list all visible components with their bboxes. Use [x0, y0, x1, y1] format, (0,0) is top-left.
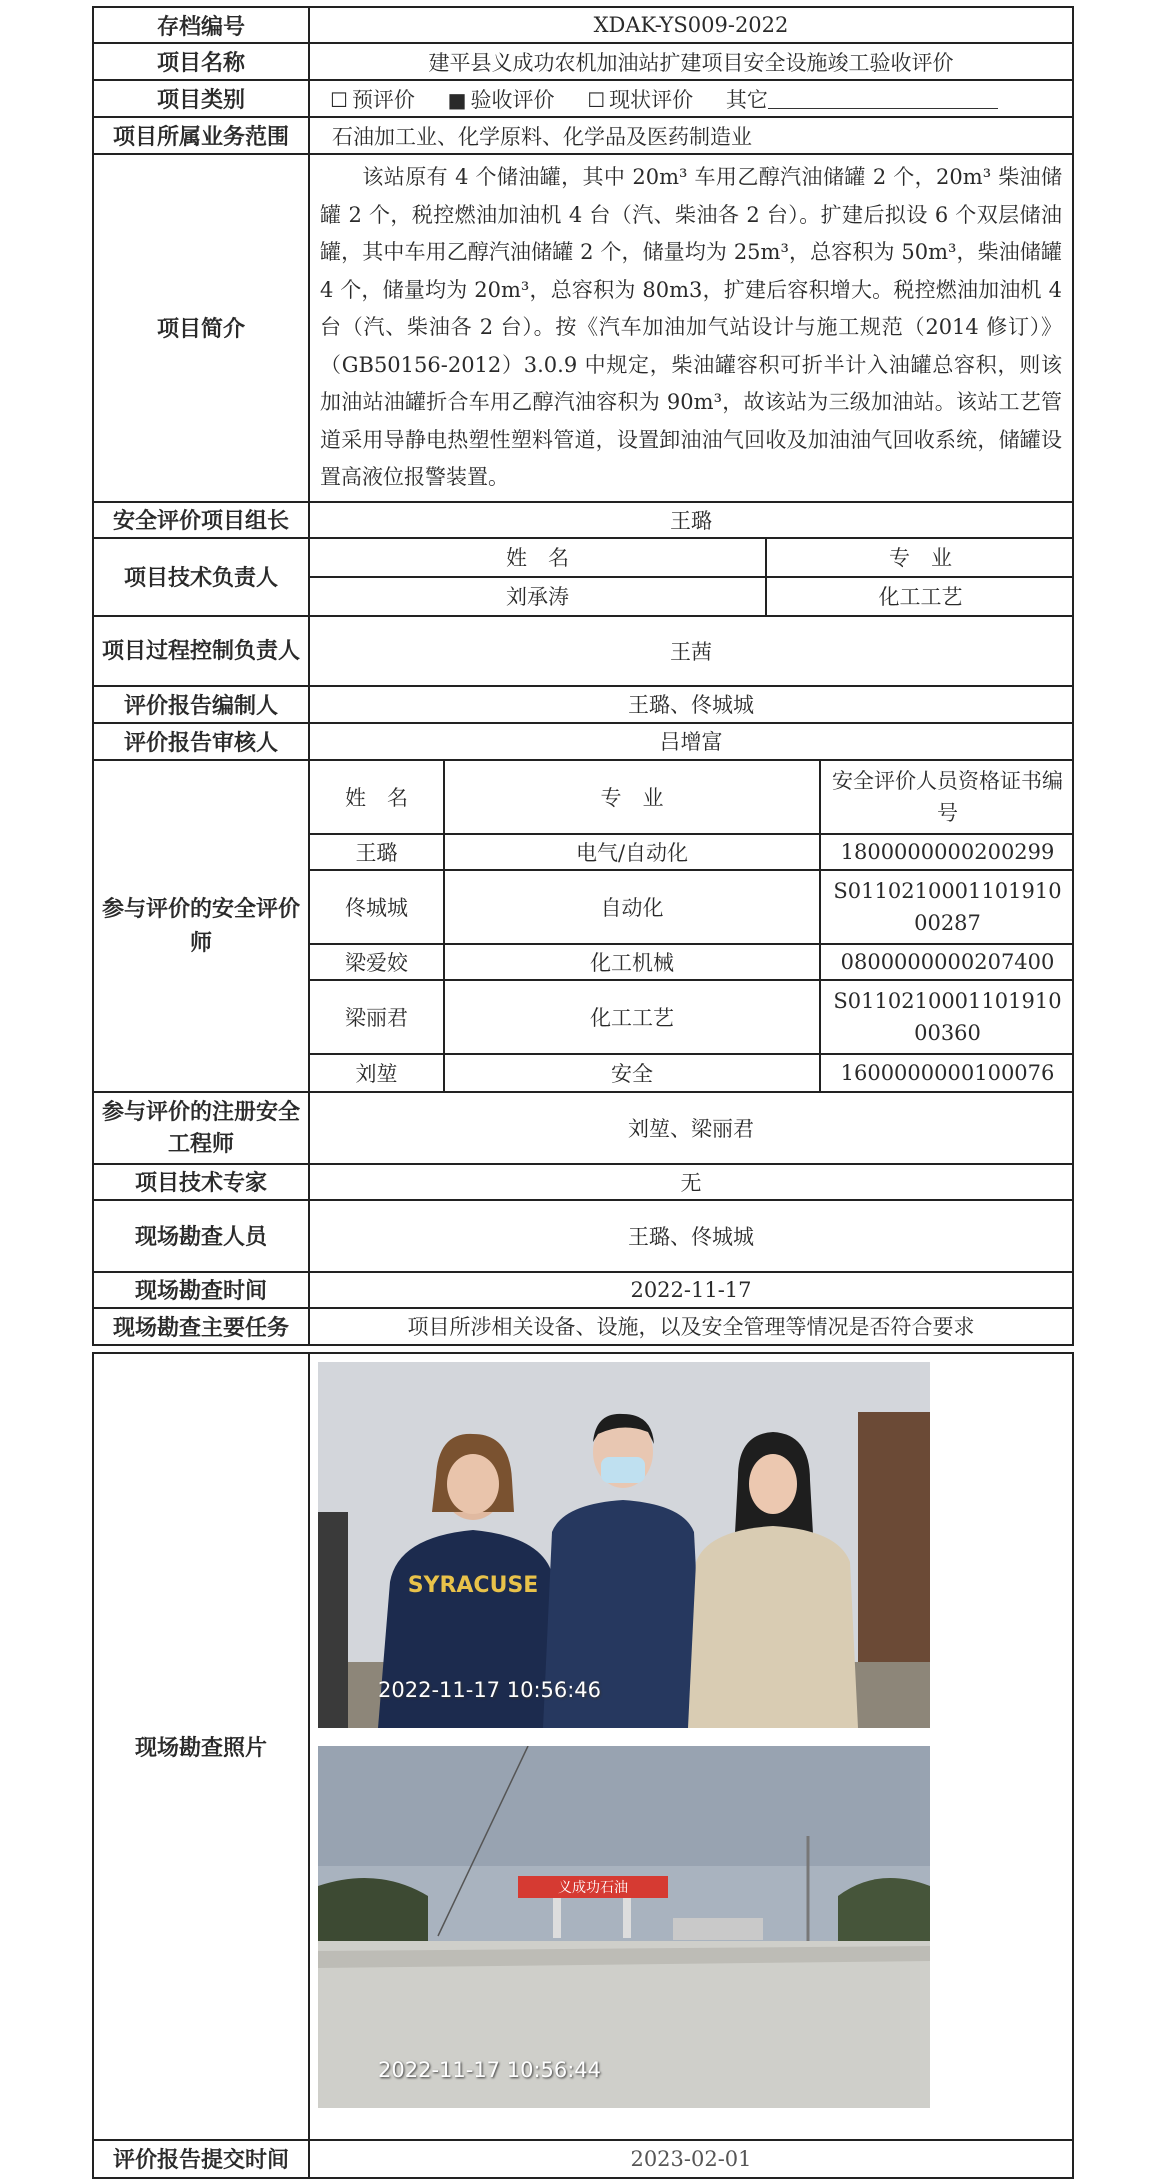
tech-lead-major: 化工工艺 [766, 577, 1074, 615]
project-name-value: 建平县义成功农机加油站扩建项目安全设施竣工验收评价 [309, 43, 1073, 80]
report-reviewer-label: 评价报告审核人 [93, 723, 309, 760]
team-photo-drawing [318, 1362, 930, 1728]
site-task-label: 现场勘查主要任务 [93, 1308, 309, 1345]
team-leader-label: 安全评价项目组长 [93, 502, 309, 538]
project-type-options [309, 80, 1073, 117]
assessor-cert: 1800000000200299 [820, 834, 1074, 871]
assessors-cert-header: 安全评价人员资格证书编号 [820, 761, 1074, 834]
tech-lead-name-header: 姓 名 [310, 539, 766, 577]
other-blank-line [768, 88, 998, 109]
process-control-label: 项目过程控制负责人 [93, 616, 309, 686]
assessor-major: 安全 [444, 1054, 820, 1091]
tech-expert-label: 项目技术专家 [93, 1164, 309, 1200]
photo-area [310, 1354, 1072, 2139]
assessor-name: 佟城城 [310, 870, 444, 943]
intro-paragraph: 该站原有 4 个储油罐，其中 20m³ 车用乙醇汽油储罐 2 个，20m³ 柴油储罐 2 个，税控燃油加油机 4 台（汽、柴油各 2 台）。扩建后拟设 6 个双层储油罐，其中车用乙醇汽油储罐 2 个，储量均为 25m³，总容积为 50m³，柴油储罐 4 个，储量均为 20m³，总容积为 80m3，扩建后容积增大。税控燃油加油机 4 台（汽、柴油各 2 台）。按《汽车加油加气站设计与施工规范（2014 修订）》（GB50156-2012）3.0.9 中规定，柴油罐容积可折半计入油罐总容积，则该加油站油罐折合车用乙醇汽油容积为 90m³，故该站为三级加油站。该站工艺管道采用导静电热塑性塑料管道，设置卸油油气回收及加油油气回收系统，储罐设置高液位报警装置。 [320, 165, 1062, 489]
checkbox-icon: ☐ [330, 87, 348, 112]
assessors-name-header: 姓 名 [310, 761, 444, 834]
assessor-cert: S011021000110191000360 [820, 980, 1074, 1053]
assessor-cert: S011021000110191000287 [820, 870, 1074, 943]
photo2-timestamp: 2022-11-17 10:56:44 [378, 2057, 602, 2082]
option-label: 预评价 [351, 87, 415, 112]
tech-lead-table [310, 539, 1074, 615]
report-author-label: 评价报告编制人 [93, 686, 309, 723]
assessor-cert: 1600000000100076 [820, 1054, 1074, 1091]
assessors-label: 参与评价的安全评价师 [93, 760, 309, 1092]
tech-expert-value: 无 [309, 1164, 1073, 1200]
report-reviewer-value: 吕增富 [309, 723, 1073, 760]
intro-label: 项目简介 [93, 154, 309, 502]
assessors-major-header: 专 业 [444, 761, 820, 834]
tech-lead-cell [309, 538, 1073, 616]
site-date-label: 现场勘查时间 [93, 1272, 309, 1308]
option-label: 其它 [725, 87, 768, 112]
station-photo-drawing [318, 1746, 930, 2108]
site-task-value: 项目所涉相关设备、设施，以及安全管理等情况是否符合要求 [309, 1308, 1073, 1345]
registered-engineers-label: 参与评价的注册安全工程师 [93, 1092, 309, 1164]
svg-text:SYRACUSE: SYRACUSE [407, 1572, 539, 1598]
assessor-cert: 0800000000207400 [820, 944, 1074, 981]
business-scope-value: 石油加工业、化学原料、化学品及医药制造业 [309, 117, 1073, 154]
site-photo-team[interactable] [318, 1362, 930, 1728]
tech-lead-name: 刘承涛 [310, 577, 766, 615]
submit-date-value: 2023-02-01 [309, 2140, 1073, 2178]
assessors-cell [309, 760, 1073, 1092]
site-photos-cell [309, 1353, 1073, 2140]
assessor-major: 化工工艺 [444, 980, 820, 1053]
option-other[interactable] [726, 88, 998, 112]
option-status-evaluation[interactable] [587, 88, 693, 112]
site-date-value: 2022-11-17 [309, 1272, 1073, 1308]
intro-text [309, 154, 1073, 502]
photo1-timestamp: 2022-11-17 10:56:46 [378, 1677, 602, 1702]
submit-date-label: 评价报告提交时间 [93, 2140, 309, 2178]
assessor-major: 自动化 [444, 870, 820, 943]
tech-lead-label: 项目技术负责人 [93, 538, 309, 616]
report-author-value: 王璐、佟城城 [309, 686, 1073, 723]
info-table [92, 6, 1074, 1346]
option-acceptance-evaluation[interactable] [448, 88, 555, 112]
option-label: 现状评价 [609, 87, 694, 112]
tech-lead-major-header: 专 业 [766, 539, 1074, 577]
option-label: 验收评价 [470, 87, 555, 112]
registered-engineers-value: 刘堃、梁丽君 [309, 1092, 1073, 1164]
assessor-name: 梁丽君 [310, 980, 444, 1053]
archive-no-label: 存档编号 [93, 7, 309, 43]
site-staff-value: 王璐、佟城城 [309, 1200, 1073, 1272]
assessor-major: 电气/自动化 [444, 834, 820, 871]
assessor-name: 梁爱姣 [310, 944, 444, 981]
site-staff-label: 现场勘查人员 [93, 1200, 309, 1272]
site-photo-station[interactable] [318, 1746, 930, 2108]
site-photos-label: 现场勘查照片 [93, 1353, 309, 2140]
team-leader-value: 王璐 [309, 502, 1073, 538]
checkbox-icon: ☐ [587, 87, 606, 112]
station-sign-text: 义成功石油 [558, 1879, 628, 1896]
option-pre-evaluation[interactable] [330, 88, 415, 112]
business-scope-label: 项目所属业务范围 [93, 117, 309, 154]
photo-table [92, 1352, 1074, 2179]
evaluation-info-sheet [92, 6, 1072, 2179]
assessors-table [310, 761, 1074, 1091]
checked-box-icon: ■ [447, 87, 467, 112]
assessor-name: 王璐 [310, 834, 444, 871]
assessor-name: 刘堃 [310, 1054, 444, 1091]
assessor-major: 化工机械 [444, 944, 820, 981]
process-control-value: 王茜 [309, 616, 1073, 686]
archive-no-value: XDAK-YS009-2022 [309, 7, 1073, 43]
project-name-label: 项目名称 [93, 43, 309, 80]
project-type-label: 项目类别 [93, 80, 309, 117]
